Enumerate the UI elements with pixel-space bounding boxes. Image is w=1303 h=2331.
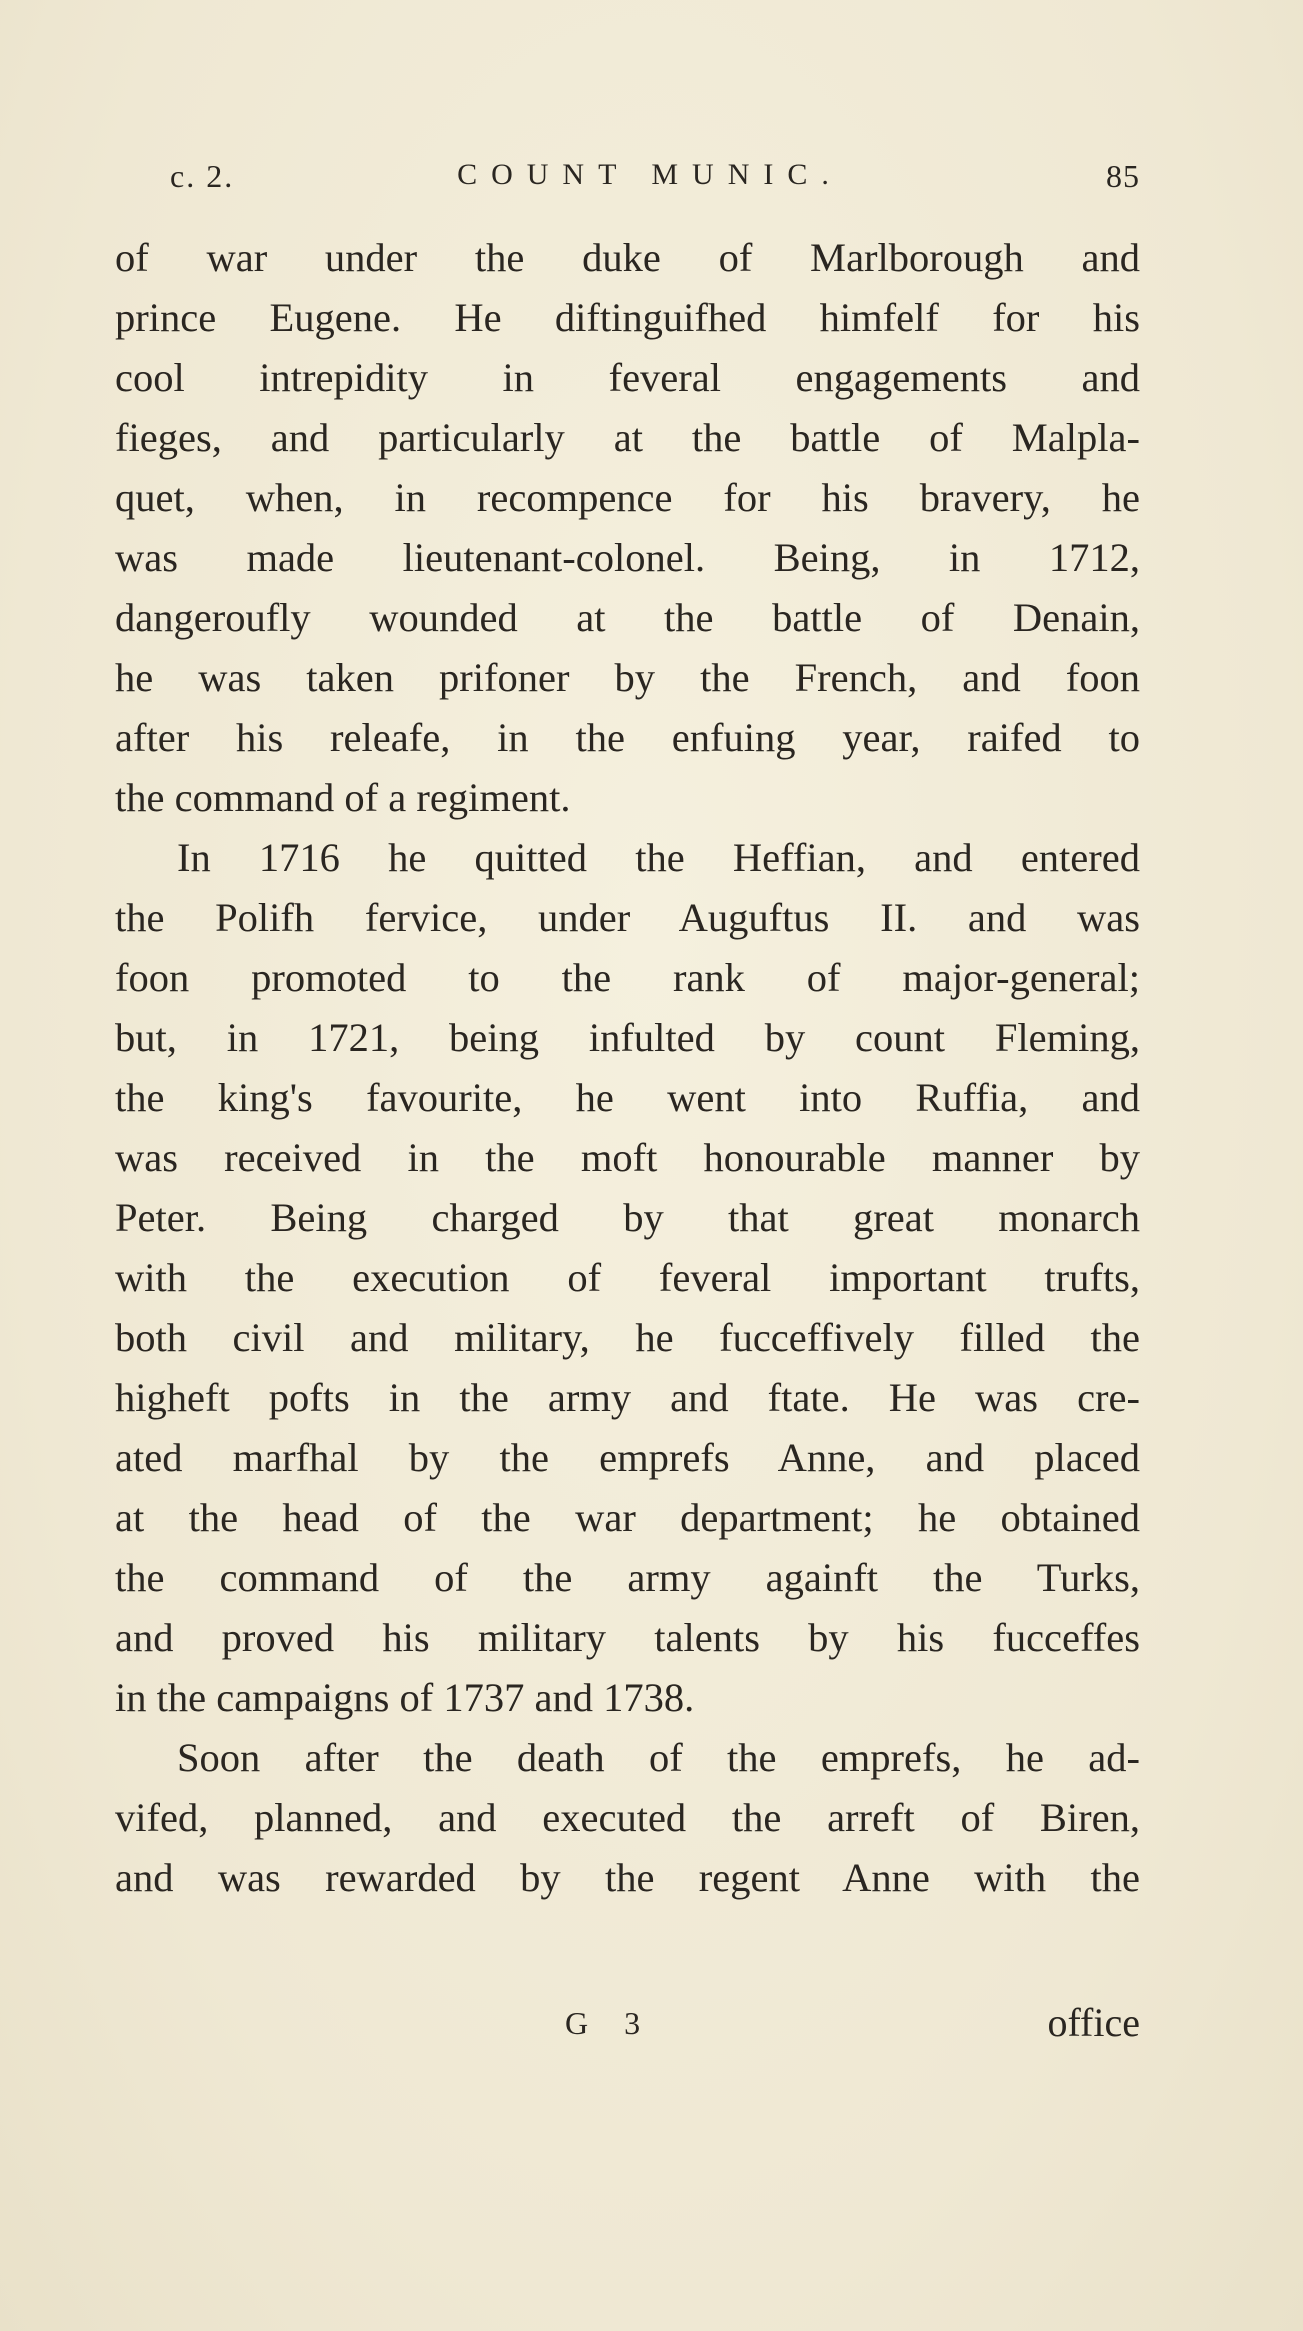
running-header [170, 158, 1140, 202]
paragraph-first-line: In 1716 he quitted the Heffian, and entered [177, 835, 1140, 880]
text-line: was made lieutenant-colonel. Being, in 1712, [115, 535, 1140, 580]
text-line: and was rewarded by the regent Anne with the [115, 1855, 1140, 1900]
text-line: quet, when, in recompence for his bravery, he [115, 475, 1140, 520]
catchword: office [1047, 2000, 1140, 2045]
text-line: Peter. Being charged by that great monarch [115, 1195, 1140, 1240]
text-line: after his releafe, in the enfuing year, raifed to [115, 715, 1140, 760]
page-number: 85 [1106, 158, 1140, 194]
text-line: in the campaigns of 1737 and 1738. [115, 1675, 695, 1720]
text-line: was received in the moft honourable manner by [115, 1135, 1140, 1180]
paragraph-first-line: Soon after the death of the emprefs, he ad- [177, 1735, 1140, 1780]
text-line: higheft pofts in the army and ftate. He was cre- [115, 1375, 1140, 1420]
text-line: dangeroufly wounded at the battle of Denain, [115, 595, 1140, 640]
text-line: and proved his military talents by his fucceffes [115, 1615, 1140, 1660]
chapter-marker: c. 2. [170, 158, 235, 194]
text-line: the king's favourite, he went into Ruffia, and [115, 1075, 1140, 1120]
text-line: he was taken prifoner by the French, and foon [115, 655, 1140, 700]
body-text [115, 228, 1140, 1908]
text-line: with the execution of feveral important trufts, [115, 1255, 1140, 1300]
text-line: of war under the duke of Marlborough and [115, 235, 1140, 280]
text-line: the Polifh fervice, under Auguftus II. and was [115, 895, 1140, 940]
text-line: vifed, planned, and executed the arreft of Biren, [115, 1795, 1140, 1840]
text-line: the command of a regiment. [115, 775, 571, 820]
signature-mark: G 3 [565, 2005, 655, 2041]
running-title: COUNT MUNIC. [457, 158, 843, 191]
text-line: ated marfhal by the emprefs Anne, and placed [115, 1435, 1140, 1480]
text-line: the command of the army againft the Turks, [115, 1555, 1140, 1600]
text-line: foon promoted to the rank of major-general; [115, 955, 1140, 1000]
text-line: prince Eugene. He diftinguifhed himfelf for his [115, 295, 1140, 340]
text-line: cool intrepidity in feveral engagements and [115, 355, 1140, 400]
text-line: but, in 1721, being infulted by count Fleming, [115, 1015, 1140, 1060]
text-line: fieges, and particularly at the battle of Malpla- [115, 415, 1140, 460]
page-footer [115, 2000, 1140, 2055]
text-line: both civil and military, he fucceffively filled the [115, 1315, 1140, 1360]
text-line: at the head of the war department; he obtained [115, 1495, 1140, 1540]
